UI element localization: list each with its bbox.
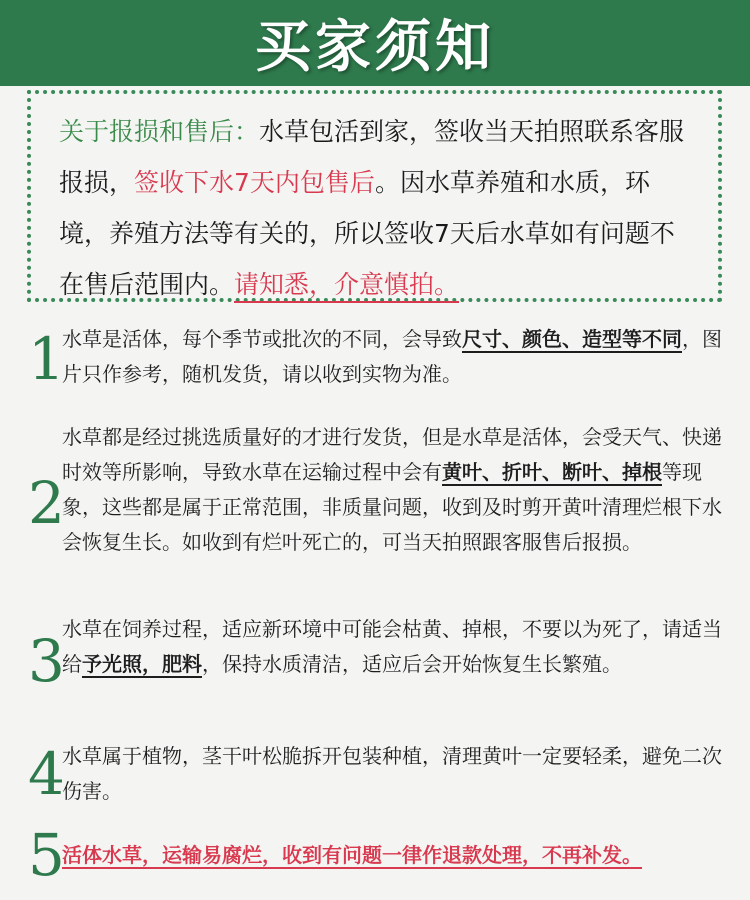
item-text-post: ，图片只作参考，随机发货，请以收到实物为准。 — [62, 327, 722, 386]
notice-warning: 请知悉，介意慎拍。 — [234, 270, 459, 303]
page-title: 买家须知 — [255, 14, 495, 80]
item-number: 2 — [28, 469, 65, 537]
after-sales-notice-box — [27, 90, 722, 302]
item-text-pre: 水草都是经过挑选质量好的才进行发货，但是水草是活体，会受天气、快递时效等所影响，导致水草在运输过程中会有 — [62, 425, 722, 484]
notice-paragraph — [59, 106, 698, 310]
list-item — [28, 739, 728, 809]
list-item — [28, 821, 728, 889]
list-item — [28, 322, 728, 392]
notice-highlight: 签收下水7天内包售后 — [134, 168, 375, 197]
item-text-red: 活体水草，运输易腐烂，收到有问题一律作退款处理，不再补发。 — [62, 843, 642, 867]
item-number: 1 — [28, 325, 65, 393]
item-text-pre: 水草是活体，每个季节或批次的不同，会导致 — [62, 327, 462, 351]
item-text — [62, 612, 728, 682]
notice-text-1: 水草包活到家，签收当天拍照联系客服报损， — [59, 117, 685, 197]
header-banner — [0, 0, 750, 86]
item-text-bold: 黄叶、折叶、断叶、掉根 — [442, 460, 662, 484]
item-text-bold: 予光照，肥料 — [82, 652, 202, 676]
item-text — [62, 322, 728, 392]
item-text-post: 等现象，这些都是属于正常范围，非质量问题，收到及时剪开黄叶清理烂根下水会恢复生长。如收到有烂叶死亡的，可当天拍照跟客服售后报损。 — [62, 460, 722, 554]
item-number: 4 — [28, 740, 65, 808]
item-text — [62, 420, 728, 560]
item-text — [62, 826, 728, 884]
notice-text-2: 。因水草养殖和水质，环境，养殖方法等有关的，所以签收7天后水草如有问题不在售后范围内。 — [59, 168, 675, 299]
item-text-pre: 水草在饲养过程，适应新环境中可能会枯黄、掉根，不要以为死了，请适当给 — [62, 617, 722, 676]
item-text-post: ，保持水质清洁，适应后会开始恢复生长繁殖。 — [202, 652, 622, 676]
item-text-bold: 尺寸、颜色、造型等不同 — [462, 327, 682, 351]
list-item — [28, 612, 728, 695]
notice-lead: 关于报损和售后： — [59, 117, 260, 146]
item-text-pre: 水草属于植物，茎干叶松脆拆开包装种植，清理黄叶一定要轻柔，避免二次伤害。 — [62, 744, 722, 803]
item-text — [62, 739, 728, 809]
list-item — [28, 420, 728, 560]
item-number: 3 — [28, 627, 65, 695]
item-number: 5 — [28, 821, 65, 889]
